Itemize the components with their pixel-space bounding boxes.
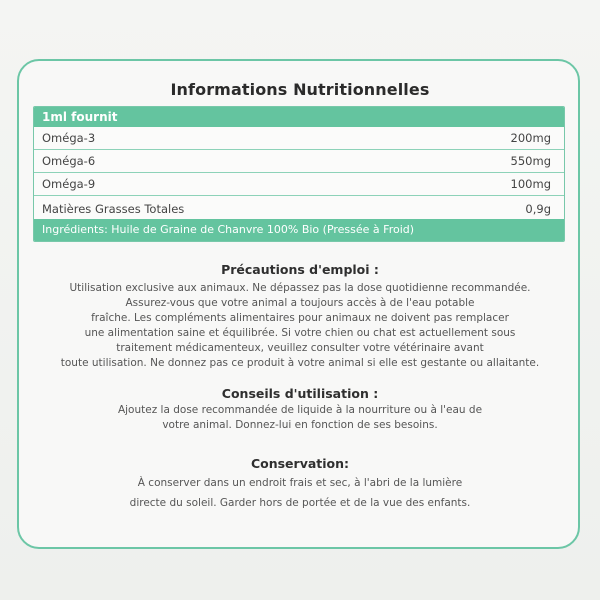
storage-line: directe du soleil. Garder hors de portée et de la vue des enfants. — [129, 497, 471, 509]
nutrient-name: Matières Grasses Totales — [42, 202, 185, 216]
precautions-line: une alimentation saine et équilibrée. Si votre chien ou chat est actuellement sous — [84, 327, 516, 339]
table-row — [34, 127, 564, 150]
storage-line: À conserver dans un endroit frais et sec, à l'abri de la lumière — [137, 477, 463, 489]
nutrient-value: 100mg — [510, 177, 551, 191]
precautions-title: Précautions d'emploi : — [221, 262, 379, 277]
table-row — [34, 173, 564, 196]
nutrient-value: 0,9g — [525, 202, 551, 216]
table-row — [34, 150, 564, 173]
usage-title: Conseils d'utilisation : — [221, 386, 379, 401]
nutrition-table — [33, 106, 565, 242]
ingredients-bar: Ingrédients: Huile de Graine de Chanvre 100% Bio (Pressée à Froid) — [34, 219, 564, 241]
precautions-line: toute utilisation. Ne donnez pas ce produit à votre animal si elle est gestante ou allaitante. — [60, 357, 540, 369]
precautions-line: Assurez-vous que votre animal a toujours accès à de l'eau potable — [125, 297, 475, 309]
page-title: Informations Nutritionnelles — [170, 80, 430, 99]
precautions-line: traitement médicamenteux, veuillez consulter votre vétérinaire avant — [116, 342, 484, 354]
precautions-line: fraîche. Les compléments alimentaires pour animaux ne doivent pas remplacer — [91, 312, 509, 324]
usage-line: votre animal. Donnez-lui en fonction de ses besoins. — [162, 419, 438, 431]
nutrient-name: Oméga-9 — [42, 177, 96, 191]
nutrient-name: Oméga-6 — [42, 154, 96, 168]
nutrient-value: 550mg — [510, 154, 551, 168]
nutrient-name: Oméga-3 — [42, 131, 96, 145]
usage-line: Ajoutez la dose recommandée de liquide à la nourriture ou à l'eau de — [117, 404, 483, 416]
nutrition-table-header: 1ml fournit — [34, 107, 564, 127]
storage-title: Conservation: — [250, 456, 350, 471]
nutrient-value: 200mg — [510, 131, 551, 145]
precautions-line: Utilisation exclusive aux animaux. Ne dépassez pas la dose quotidienne recommandée. — [69, 282, 531, 294]
